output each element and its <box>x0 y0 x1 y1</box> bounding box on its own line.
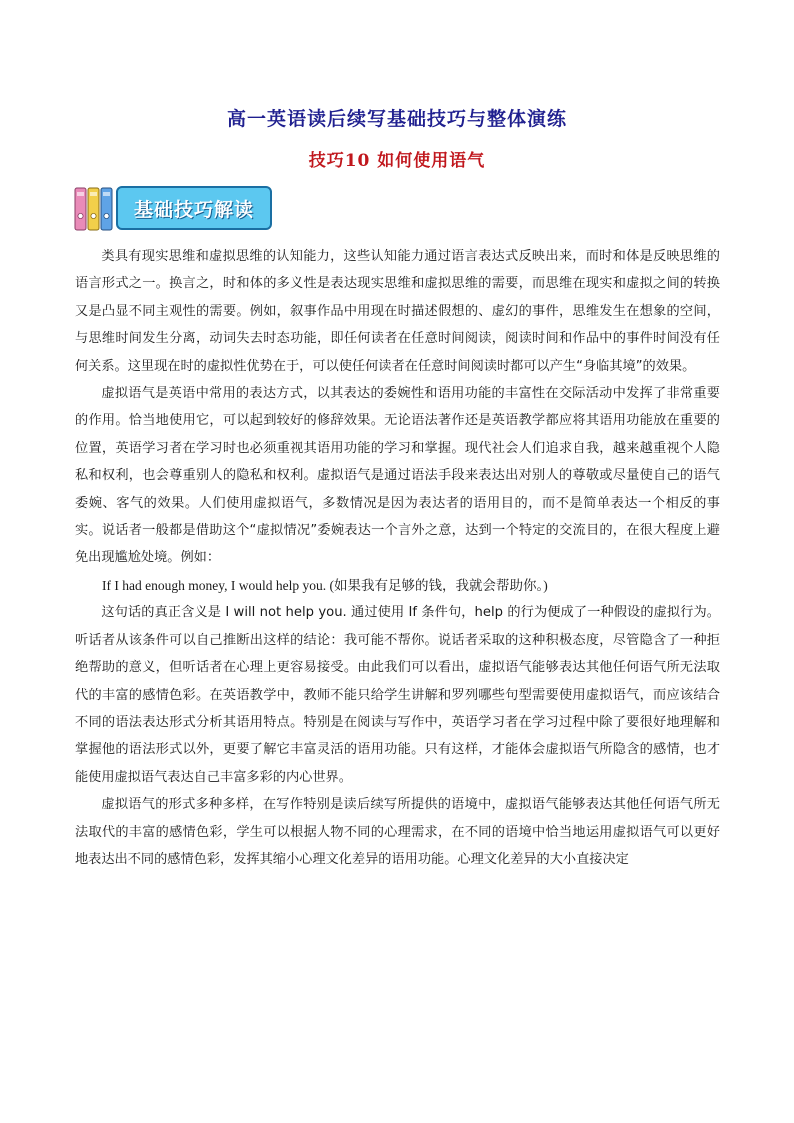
paragraph: 虚拟语气是英语中常用的表达方式，以其表达的委婉性和语用功能的丰富性在交际活动中发挥了非常重要的作用。恰当地使用它，可以起到较好的修辞效果。无论语法著作还是英语教学都应将其语用功能放在重要的位置，英语学习者在学习时也必须重视其语用功能的学习和掌握。现代社会人们追求自我，越来越重视个人隐私和权利，也会尊重别人的隐私和权利。虚拟语气是通过语法手段来表达出对别人的尊敬或尽量使自己的语气委婉、客气的效果。人们使用虚拟语气，多数情况是因为表达者的语用目的，而不是简单表达一个相反的事实。说话者一般都是借助这个“虚拟情况”委婉表达一个言外之意，达到一个特定的交流目的，在很大程度上避免出现尴尬处境。例如： <box>75 386 720 566</box>
paragraph: 类具有现实思维和虚拟思维的认知能力，这些认知能力通过语言表达式反映出来，而时和体是反映思维的语言形式之一。换言之，时和体的多义性是表达现实思维和虚拟思维的需要，而思维在现实和虚拟之间的转换又是凸显不同主观性的需要。例如，叙事作品中用现在时描述假想的、虚幻的事件，思维发生在想象的空间，与思维时间发生分离，动词失去时态功能，即任何读者在任意时间阅读，阅读时间和作品中的事件时间没有任何关系。这里现在时的虚拟性优势在于，可以使任何读者在任意时间阅读时都可以产生“身临其境”的效果。 <box>75 249 720 374</box>
binders-icon <box>74 186 114 232</box>
section-header <box>74 184 274 234</box>
example-sentence: If I had enough money, I would help you. (如果我有足够的钱，我就会帮助你。) <box>102 577 548 593</box>
section-label: 基础技巧解读 <box>116 186 272 230</box>
document-body <box>75 243 720 873</box>
document-subtitle: 技巧10 如何使用语气 <box>308 151 486 171</box>
document-title: 高一英语读后续写基础技巧与整体演练 <box>226 108 567 130</box>
paragraph: 虚拟语气的形式多种多样，在写作特别是读后续写所提供的语境中，虚拟语气能够表达其他任何语气所无法取代的丰富的感情色彩，学生可以根据人物不同的心理需求，在不同的语境中恰当地运用虚拟语气可以更好地表达出不同的感情色彩，发挥其缩小心理文化差异的语用功能。心理文化差异的大小直接决定 <box>75 797 720 867</box>
paragraph: 这句话的真正含义是 I will not help you. 通过使用 If 条件句，help 的行为便成了一种假设的虚拟行为。听话者从该条件可以自己推断出这样的结论：我可能不帮你。说话者采取的这种积极态度，尽管隐含了一种拒绝帮助的意义，但听话者在心理上更容易接受。由此我们可以看出，虚拟语气能够表达其他任何语气所无法取代的丰富的感情色彩。在英语教学中，教师不能只给学生讲解和罗列哪些句型需要使用虚拟语气，而应该结合不同的语法表达形式分析其语用特点。特别是在阅读与写作中，英语学习者在学习过程中除了要很好地理解和掌握他的语法形式以外，更要了解它丰富灵活的语用功能。只有这样，才能体会虚拟语气所隐含的感情，也才能使用虚拟语气表达自己丰富多彩的内心世界。 <box>75 605 720 785</box>
